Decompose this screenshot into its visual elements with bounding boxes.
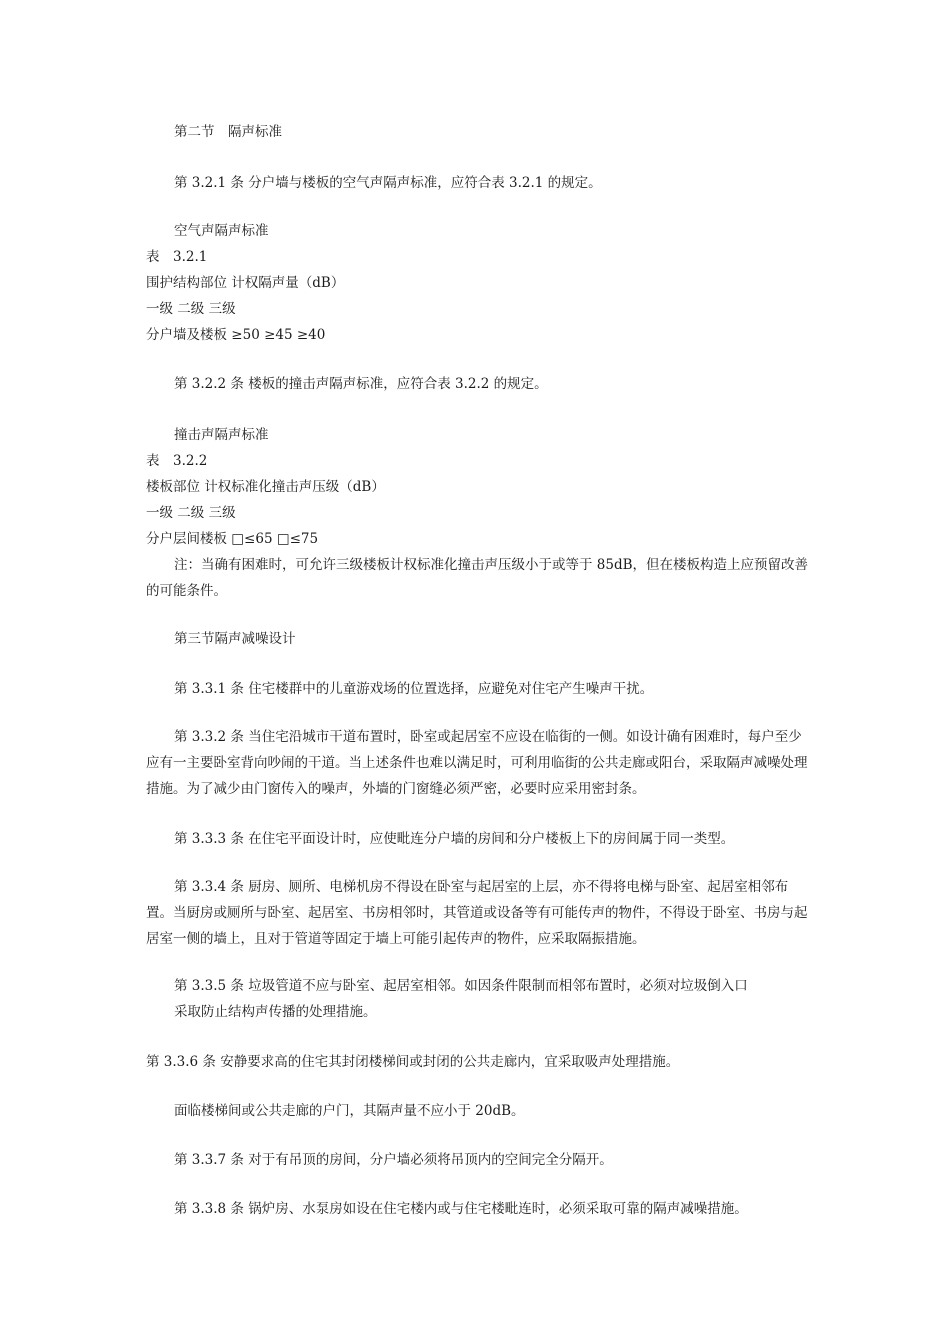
article-3-3-6-continuation: 面临楼梯间或公共走廊的户门，其隔声量不应小于 20dB。: [174, 1103, 525, 1119]
table-3-2-2-header: 楼板部位 计权标准化撞击声压级（dB）: [146, 479, 385, 495]
article-3-3-7: 第 3.3.7 条 对于有吊顶的房间，分户墙必须将吊顶内的空间完全分隔开。: [174, 1152, 613, 1168]
table-3-2-1-row: 分户墙及楼板 ≥50 ≥45 ≥40: [146, 327, 326, 343]
table-3-2-1-title: 空气声隔声标准: [174, 223, 269, 239]
article-3-3-6: 第 3.3.6 条 安静要求高的住宅其封闭楼梯间或封闭的公共走廊内，宜采取吸声处理措施。: [146, 1054, 680, 1070]
article-3-3-3: 第 3.3.3 条 在住宅平面设计时，应使毗连分户墙的房间和分户楼板上下的房间属于同一类型。: [174, 831, 735, 847]
article-3-3-8: 第 3.3.8 条 锅炉房、水泵房如设在住宅楼内或与住宅楼毗连时，必须采取可靠的隔声减噪措施。: [174, 1201, 748, 1217]
section-2-heading: 第二节 隔声标准: [174, 124, 282, 140]
article-3-2-1: 第 3.2.1 条 分户墙与楼板的空气声隔声标准，应符合表 3.2.1 的规定。: [174, 175, 602, 191]
table-3-2-2-title: 撞击声隔声标准: [174, 427, 269, 443]
article-3-2-2: 第 3.2.2 条 楼板的撞击声隔声标准，应符合表 3.2.2 的规定。: [174, 376, 548, 392]
article-3-3-2: 第 3.3.2 条 当住宅沿城市干道布置时，卧室或起居室不应设在临街的一侧。如设计确有困难时，每户至少应有一主要卧室背向吵闹的干道。当上述条件也难以满足时，可利用临街的公共走廊或阳台，采取隔声减噪处理措施。为了减少由门窗传入的噪声，外墙的门窗缝必须严密，必要时应采用密封条。: [146, 729, 808, 797]
table-3-2-1-grades: 一级 二级 三级: [146, 301, 236, 317]
table-3-2-1-header: 围护结构部位 计权隔声量（dB）: [146, 275, 345, 291]
article-3-3-4: 第 3.3.4 条 厨房、厕所、电梯机房不得设在卧室与起居室的上层，亦不得将电梯与卧室、起居室相邻布置。当厨房或厕所与卧室、起居室、书房相邻时，其管道或设备等有可能传声的物件，不得设于卧室、书房与起居室一侧的墙上，且对于管道等固定于墙上可能引起传声的物件，应采取隔振措施。: [146, 879, 808, 947]
table-3-2-2-number: 表 3.2.2: [146, 453, 208, 469]
article-3-3-5-line-2: 采取防止结构声传播的处理措施。: [174, 1004, 377, 1020]
table-3-2-2-row: 分户层间楼板 □≤65 □≤75: [146, 531, 319, 547]
section-3-heading: 第三节隔声减噪设计: [174, 631, 296, 647]
article-3-3-5-line-1: 第 3.3.5 条 垃圾管道不应与卧室、起居室相邻。如因条件限制而相邻布置时，必须对垃圾倒入口: [174, 978, 748, 994]
table-3-2-2-grades: 一级 二级 三级: [146, 505, 236, 521]
note-paragraph: 注：当确有困难时，可允许三级楼板计权标准化撞击声压级小于或等于 85dB，但在楼板构造上应预留改善的可能条件。: [146, 557, 809, 599]
article-3-3-1: 第 3.3.1 条 住宅楼群中的儿童游戏场的位置选择，应避免对住宅产生噪声干扰。: [174, 681, 654, 697]
table-3-2-1-number: 表 3.2.1: [146, 249, 208, 265]
